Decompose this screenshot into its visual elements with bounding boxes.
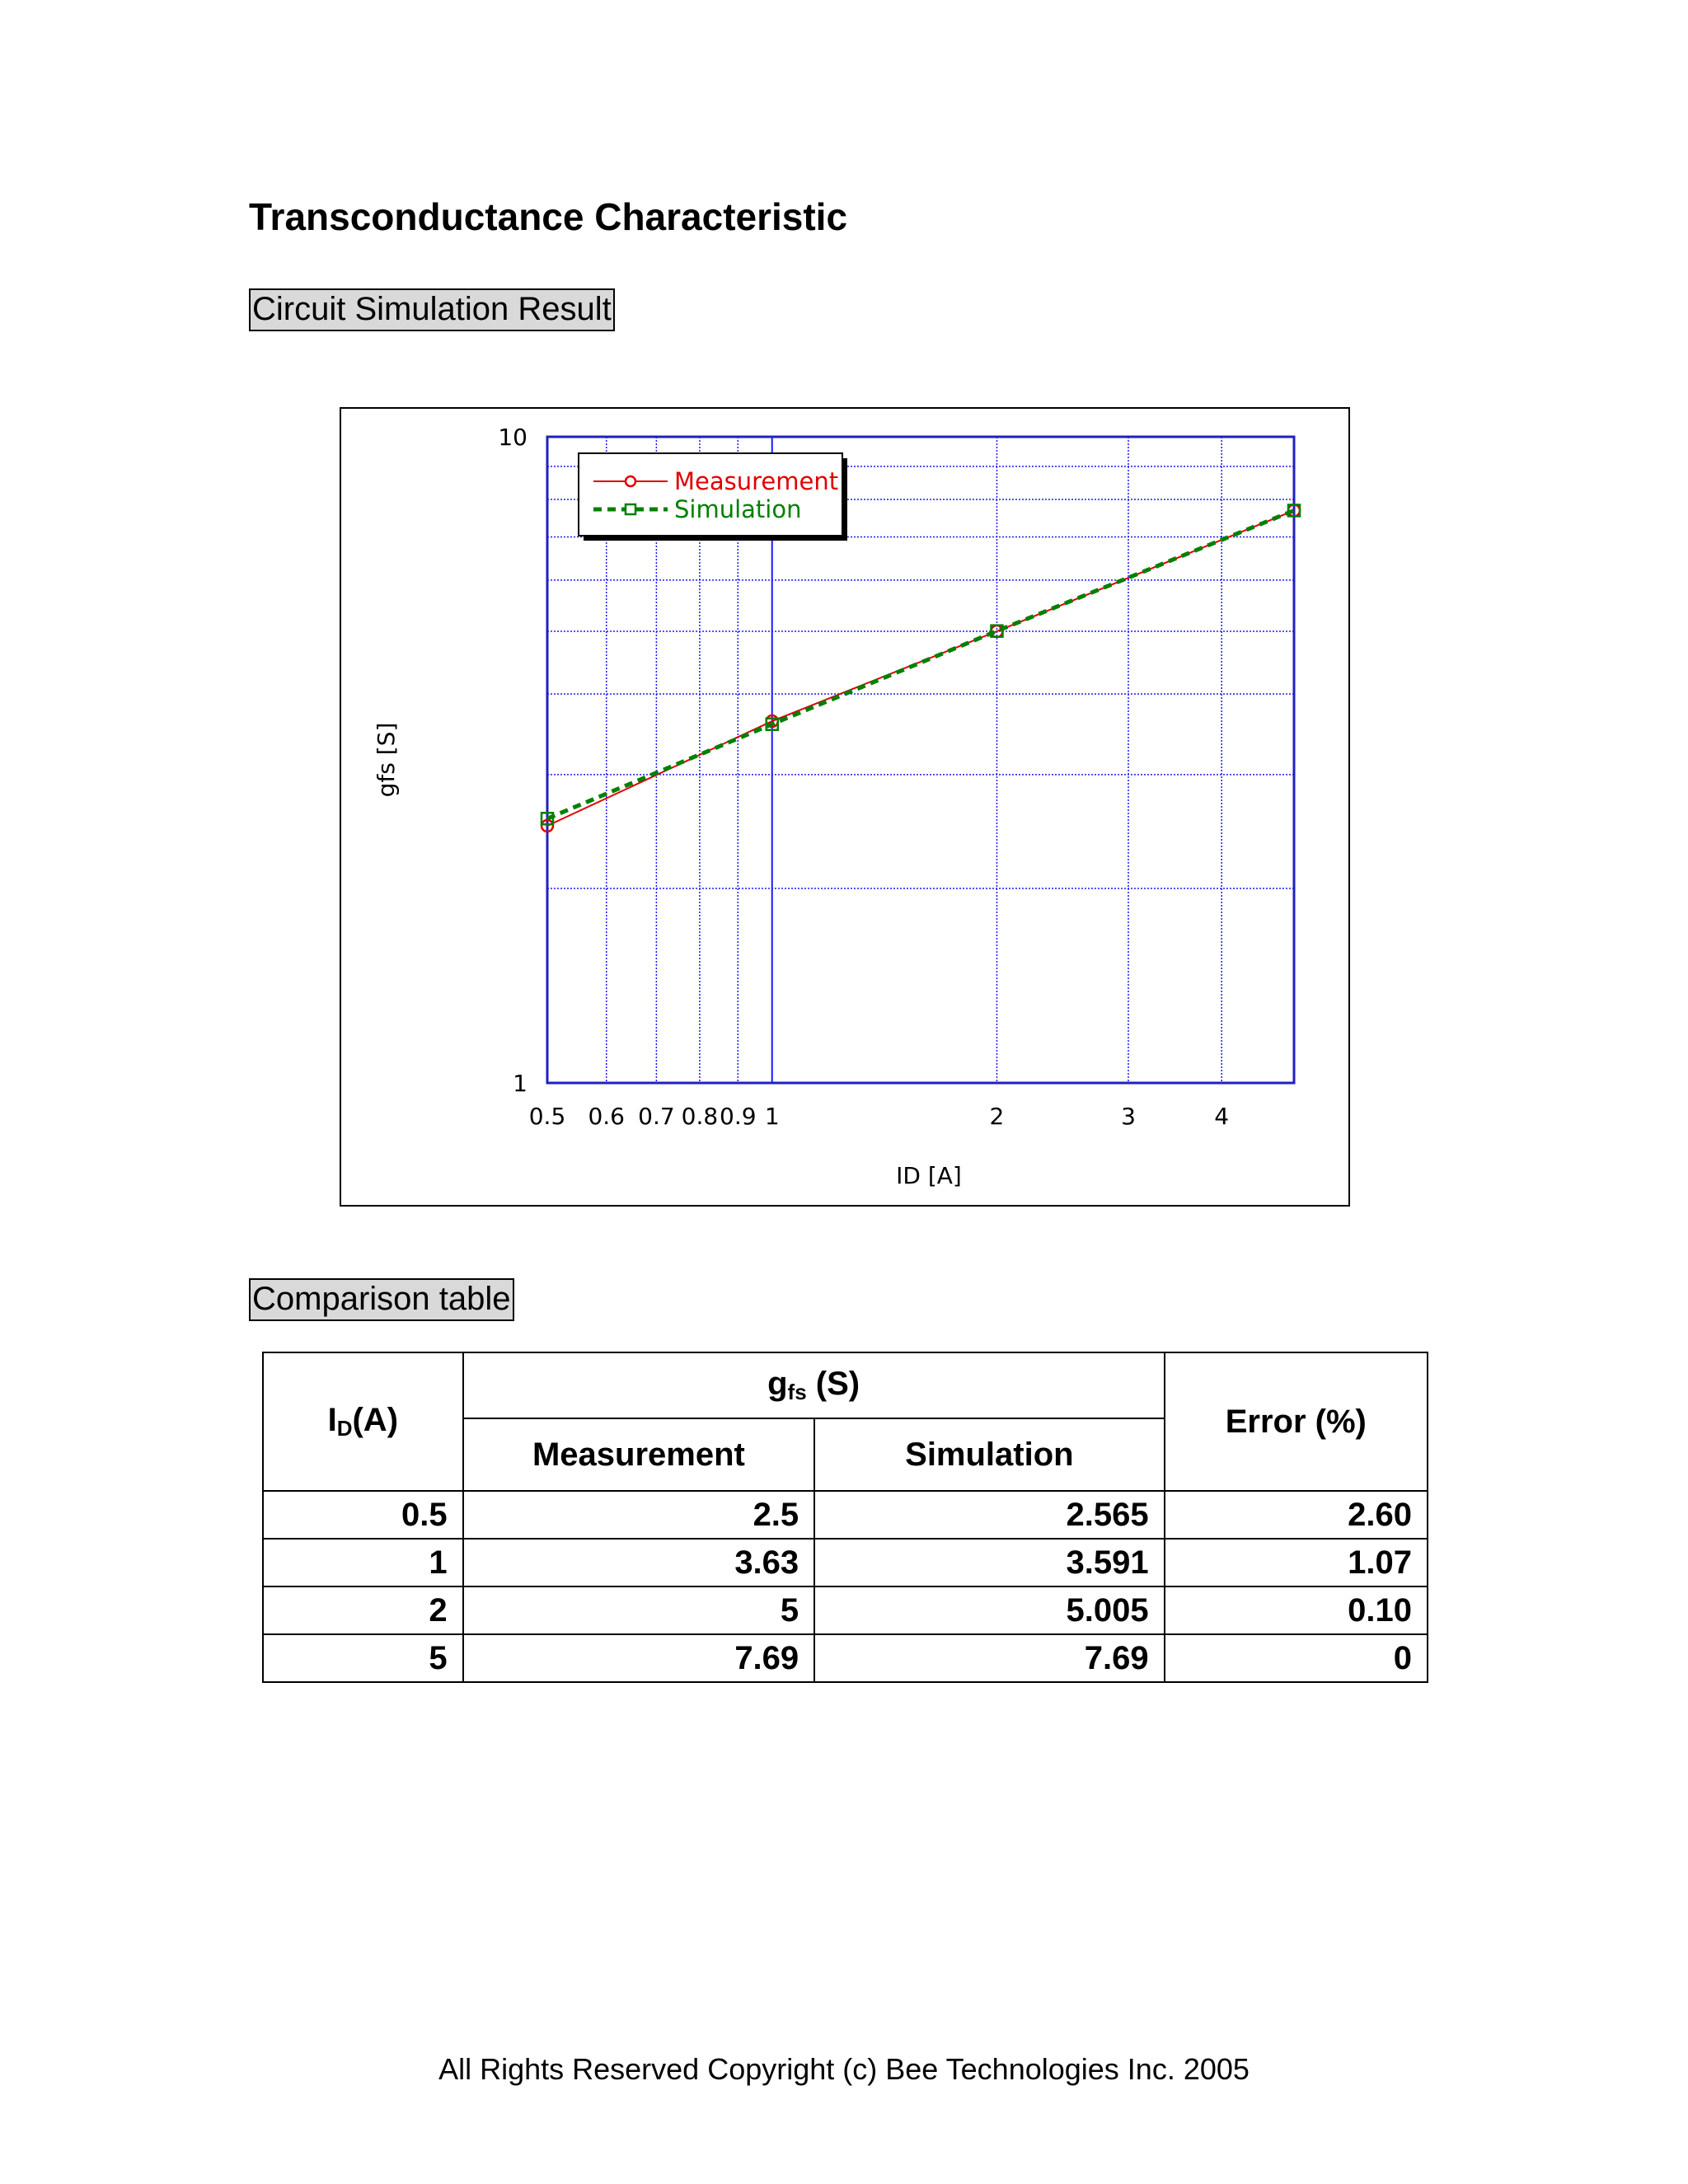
legend-label-simulation: Simulation [674,495,802,523]
simulation-header: Simulation [814,1418,1164,1491]
id-header: $I_D(A)$ [263,1352,463,1491]
x-tick-label: 0.7 [638,1103,675,1130]
id-cell: 2 [263,1586,463,1634]
simulation-series-line [547,510,1294,818]
error-cell: 1.07 [1165,1539,1428,1586]
simulation-cell: 7.69 [814,1634,1164,1682]
x-tick-label: 2 [989,1103,1005,1130]
id-cell: 0.5 [263,1491,463,1539]
table-row [263,1586,1428,1634]
x-tick-label: 0.9 [720,1103,757,1130]
measurement-header: Measurement [463,1418,815,1491]
measurement-cell: 5 [463,1586,815,1634]
table-row [263,1539,1428,1586]
error-cell: 0 [1165,1634,1428,1682]
table-row [263,1634,1428,1682]
section-label-comparison: Comparison table [249,1278,514,1321]
y-tick-label: 1 [513,1070,528,1097]
measurement-cell: 3.63 [463,1539,815,1586]
x-tick-label: 0.5 [528,1103,566,1130]
error-cell: 2.60 [1165,1491,1428,1539]
gfs-header: $g_{fs}$ (S) [463,1352,1165,1418]
id-cell: 5 [263,1634,463,1682]
measurement-series-line [547,510,1294,826]
comparison-table [262,1352,1428,1683]
simulation-cell: 5.005 [814,1586,1164,1634]
id-cell: 1 [263,1539,463,1586]
x-axis-label: ID [A] [896,1162,962,1189]
x-tick-label: 3 [1121,1103,1136,1130]
legend-marker-simulation [626,504,635,514]
section-label-simulation: Circuit Simulation Result [249,288,615,331]
error-cell: 0.10 [1165,1586,1428,1634]
x-tick-label: 4 [1214,1103,1230,1130]
x-tick-label: 1 [764,1103,780,1130]
simulation-cell: 3.591 [814,1539,1164,1586]
y-axis-label: gfs [S] [373,722,400,798]
simulation-cell: 2.565 [814,1491,1164,1539]
legend-marker-measurement [626,476,635,486]
x-tick-label: 0.6 [588,1103,626,1130]
table-row [263,1491,1428,1539]
legend-label-measurement: Measurement [674,467,839,495]
measurement-cell: 7.69 [463,1634,815,1682]
page-title: Transconductance Characteristic [249,195,848,238]
x-tick-label: 0.8 [681,1103,719,1130]
measurement-cell: 2.5 [463,1491,815,1539]
copyright-footer: All Rights Reserved Copyright (c) Bee Technologies Inc. 2005 [438,2052,1250,2086]
transconductance-chart [340,407,1350,1207]
error-header: Error (%) [1165,1352,1428,1491]
y-tick-label: 10 [498,424,528,451]
